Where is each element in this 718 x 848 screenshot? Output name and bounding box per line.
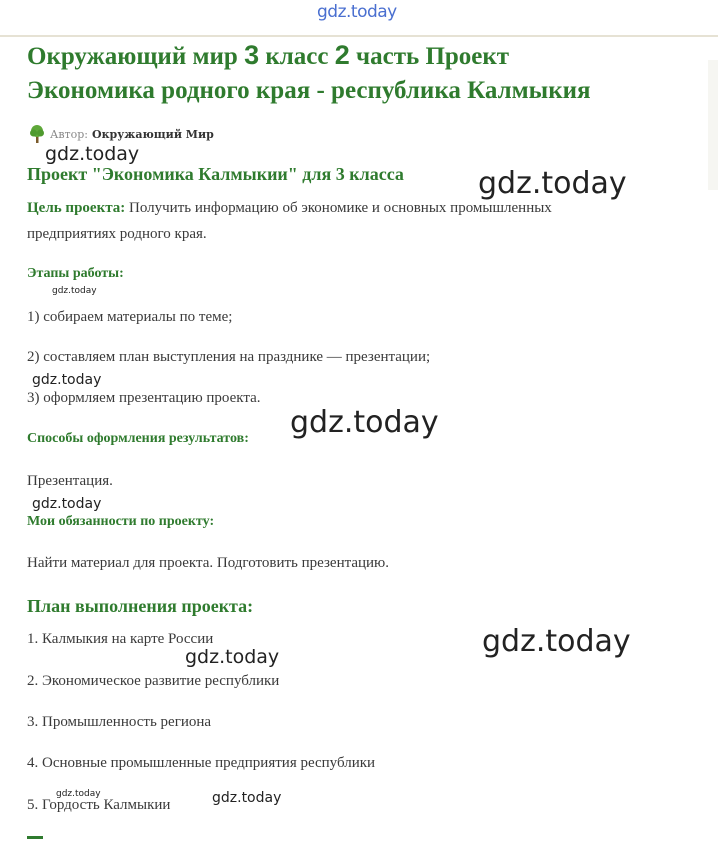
- goal-paragraph-cont: предприятиях родного края.: [27, 226, 207, 242]
- author-name[interactable]: Окружающий Мир: [91, 127, 214, 141]
- watermark: gdz.today: [32, 496, 102, 512]
- author-line: [27, 124, 214, 144]
- watermark: gdz.today: [45, 143, 140, 165]
- watermark: gdz.today: [290, 405, 439, 440]
- stage-item: 1) собираем материалы по теме;: [27, 309, 233, 325]
- duties-text: Найти материал для проекта. Подготовить презентацию.: [27, 555, 390, 571]
- side-shadow: [708, 60, 718, 190]
- tree-icon: [27, 124, 47, 144]
- watermark: gdz.today: [478, 166, 627, 201]
- plan-item: 4. Основные промышленные предприятия республики: [27, 755, 376, 771]
- watermark: gdz.today: [32, 372, 102, 388]
- stages-heading: Этапы работы:: [27, 266, 124, 281]
- plan-item: 1. Калмыкия на карте России: [27, 631, 214, 647]
- watermark: gdz.today: [56, 789, 101, 799]
- plan-heading: План выполнения проекта:: [27, 596, 254, 616]
- watermark: gdz.today: [212, 790, 282, 806]
- page-title-line-2: Экономика родного края - республика Калмыкия: [27, 77, 591, 104]
- author-label: Автор:: [50, 127, 88, 141]
- watermark: gdz.today: [482, 624, 631, 659]
- page-title-line-1: Окружающий мир 3 класс 2 часть Проект: [27, 40, 510, 70]
- duties-heading: Мои обязанности по проекту:: [27, 514, 215, 529]
- plan-item: 3. Промышленность региона: [27, 714, 212, 730]
- plan-item: 2. Экономическое развитие республики: [27, 673, 280, 689]
- plan-item: 5. Гордость Калмыкии: [27, 797, 171, 813]
- goal-paragraph: Цель проекта: Получить информацию об экономике и основных промышленных: [27, 200, 552, 216]
- cut-off-heading: [27, 836, 43, 848]
- project-heading: Проект "Экономика Калмыкии" для 3 класса: [27, 164, 404, 184]
- results-text: Презентация.: [27, 473, 113, 489]
- watermark: gdz.today: [52, 286, 97, 296]
- results-heading: Способы оформления результатов:: [27, 431, 249, 446]
- stage-item: 3) оформляем презентацию проекта.: [27, 390, 261, 406]
- stage-item: 2) составляем план выступления на празднике — презентации;: [27, 349, 431, 365]
- site-logo[interactable]: gdz.today: [317, 2, 397, 22]
- header-divider: [0, 35, 718, 37]
- goal-label: Цель проекта:: [27, 200, 126, 216]
- watermark: gdz.today: [185, 646, 280, 668]
